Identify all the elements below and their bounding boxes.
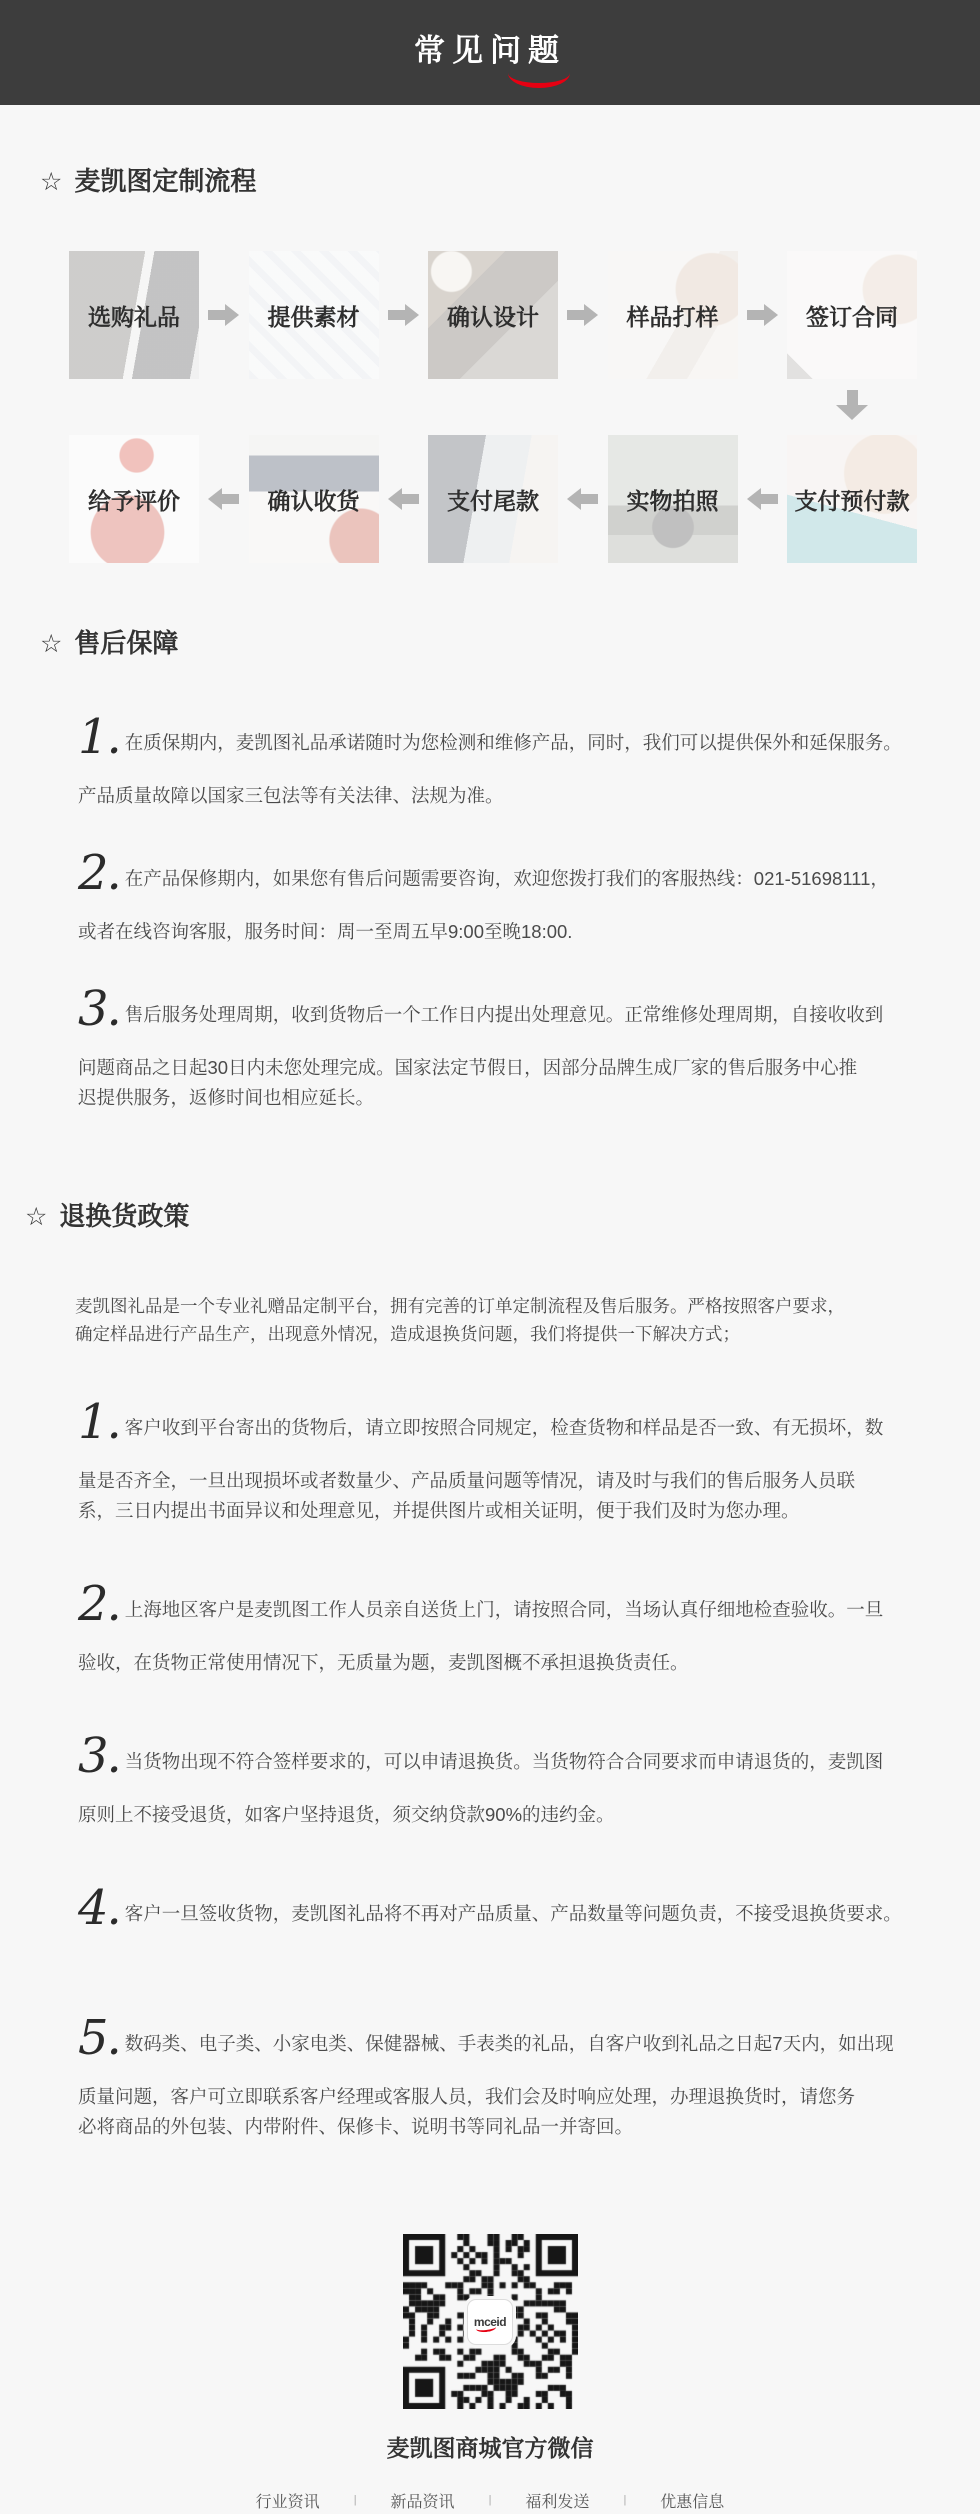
brand-wordmark: mceid	[473, 2314, 507, 2329]
item-text: 售后服务处理周期，收到货物后一个工作日内提出处理意见。正常维修处理周期，自接收收到	[124, 1004, 884, 1025]
item-line	[78, 1726, 940, 1792]
star-icon: ☆	[40, 168, 63, 196]
list-item	[78, 707, 940, 811]
arrow-left-icon	[208, 488, 239, 510]
process-step-pay-deposit	[787, 435, 917, 563]
item-number: 1.	[78, 1394, 120, 1450]
process-step-product-photo	[608, 435, 738, 563]
item-line: 或者在线咨询客服，服务时间：周一至周五早9:00至晚18:00.	[78, 921, 573, 942]
list-item	[78, 1392, 940, 1526]
footer-nav	[0, 2485, 980, 2514]
section-title-process	[40, 163, 980, 199]
process-row-2	[0, 435, 980, 563]
item-line	[78, 1574, 940, 1640]
footer-separator: |	[353, 2494, 357, 2506]
arrow-left-icon	[388, 488, 419, 510]
header-title-wrap	[414, 25, 566, 80]
arrow-right-icon	[567, 304, 598, 326]
footer-separator: |	[488, 2494, 492, 2506]
step-label: 选购礼品	[88, 303, 180, 330]
qr-code	[403, 2234, 578, 2409]
item-line: 产品质量故障以国家三包法等有关法律、法规为准。	[78, 785, 504, 806]
item-line	[78, 2008, 940, 2074]
list-item	[78, 2008, 940, 2142]
footer-link-benefits[interactable]: 福利发送	[525, 2493, 590, 2511]
item-number: 2.	[78, 845, 120, 901]
returns-list	[0, 1392, 980, 2142]
list-item	[78, 1878, 940, 1944]
item-line	[78, 1878, 940, 1944]
step-label: 样品打样	[626, 303, 719, 330]
step-label: 实物拍照	[626, 487, 719, 514]
returns-intro	[0, 1292, 980, 1348]
item-line: 系，三日内提出书面异议和处理意见，并提供图片或相关证明，便于我们及时为您办理。	[78, 1500, 800, 1521]
intro-line: 确定样品进行产品生产，出现意外情况，造成退换货问题，我们将提供一下解决方式；	[75, 1324, 740, 1344]
process-step-give-review	[69, 435, 199, 563]
star-icon: ☆	[25, 1203, 48, 1231]
list-item	[78, 1574, 940, 1678]
section-title-text: 售后保障	[74, 628, 179, 658]
arrow-down-icon	[836, 390, 868, 420]
section-title-returns	[25, 1198, 980, 1234]
list-item	[78, 1726, 940, 1830]
step-label: 确认设计	[447, 303, 539, 330]
item-text: 数码类、电子类、小家电类、保健器械、手表类的礼品，自客户收到礼品之日起7天内，如出现	[124, 2033, 894, 2054]
item-number: 3.	[78, 981, 120, 1037]
item-line: 验收，在货物正常使用情况下，无质量为题，麦凯图概不承担退换货责任。	[78, 1652, 689, 1673]
item-text: 在质保期内，麦凯图礼品承诺随时为您检测和维修产品，同时，我们可以提供保外和延保服务。	[124, 732, 902, 753]
process-connector	[0, 379, 980, 435]
footer-link-promotions[interactable]: 优惠信息	[660, 2493, 725, 2511]
item-text: 客户收到平台寄出的货物后，请立即按照合同规定，检查货物和样品是否一致、有无损坏，数	[124, 1417, 884, 1438]
process-step-sign-contract	[787, 251, 917, 379]
item-text: 客户一旦签收货物，麦凯图礼品将不再对产品质量、产品数量等问题负责，不接受退换货要求。	[124, 1903, 902, 1924]
item-number: 1.	[78, 709, 120, 765]
process-row-1	[0, 251, 980, 379]
item-number: 5.	[78, 2010, 120, 2066]
item-line: 必将商品的外包装、内带附件、保修卡、说明书等同礼品一并寄回。	[78, 2116, 634, 2137]
item-number: 4.	[78, 1880, 120, 1936]
intro-line: 麦凯图礼品是一个专业礼赠品定制平台，拥有完善的订单定制流程及售后服务。严格按照客户要求，	[75, 1296, 845, 1316]
section-title-text: 麦凯图定制流程	[74, 166, 257, 196]
star-icon: ☆	[40, 630, 63, 658]
step-label: 签订合同	[806, 303, 898, 330]
arrow-left-icon	[747, 488, 778, 510]
process-step-pay-balance	[428, 435, 558, 563]
step-label: 支付尾款	[447, 487, 539, 514]
qr-caption: 麦凯图商城官方微信	[386, 2435, 594, 2461]
step-label: 确认收货	[267, 487, 360, 514]
arrow-right-icon	[388, 304, 419, 326]
item-line: 原则上不接受退货，如客户坚持退货，须交纳贷款90%的违约金。	[78, 1804, 615, 1825]
item-number: 2.	[78, 1576, 120, 1632]
arrow-right-icon	[208, 304, 239, 326]
step-label: 提供素材	[267, 303, 360, 330]
item-line	[78, 843, 940, 909]
item-line: 迟提供服务，返修时间也相应延长。	[78, 1087, 375, 1108]
footer-link-industry-news[interactable]: 行业资讯	[255, 2493, 320, 2511]
section-title-aftersale	[40, 625, 980, 661]
aftersale-list	[0, 707, 980, 1113]
footer-separator: |	[623, 2494, 627, 2506]
item-line	[78, 979, 940, 1045]
item-text: 当货物出现不符合签样要求的，可以申请退换货。当货物符合合同要求而申请退货的，麦凯图	[124, 1751, 884, 1772]
item-text: 上海地区客户是麦凯图工作人员亲自送货上门，请按照合同，当场认真仔细地检查验收。一旦	[124, 1599, 884, 1620]
step-label: 给予评价	[88, 487, 180, 514]
item-text: 在产品保修期内，如果您有售后问题需要咨询，欢迎您拨打我们的客服热线：021-51698111，	[124, 868, 889, 889]
item-number: 3.	[78, 1728, 120, 1784]
arrow-right-icon	[747, 304, 778, 326]
section-title-text: 退换货政策	[59, 1201, 190, 1231]
item-line: 质量问题，客户可立即联系客户经理或客服人员，我们会及时响应处理，办理退换货时，请您务	[78, 2086, 856, 2107]
smile-swoosh-icon	[508, 73, 570, 88]
list-item	[78, 843, 940, 947]
step-label: 支付预付款	[794, 487, 910, 514]
item-line	[78, 707, 940, 773]
qr-logo	[467, 2299, 513, 2345]
item-line: 问题商品之日起30日内未您处理完成。国家法定节假日，因部分品牌生成厂家的售后服务中心推	[78, 1057, 858, 1078]
item-line	[78, 1392, 940, 1458]
process-step-confirm-receipt	[249, 435, 379, 563]
process-step-sample-proof	[608, 251, 738, 379]
process-step-provide-material	[249, 251, 379, 379]
page-title: 常见问题	[414, 33, 566, 68]
arrow-left-icon	[567, 488, 598, 510]
item-line: 量是否齐全，一旦出现损坏或者数量少、产品质量问题等情况，请及时与我们的售后服务人员联	[78, 1470, 856, 1491]
list-item	[78, 979, 940, 1113]
process-step-select-gift	[69, 251, 199, 379]
header-bar	[0, 0, 980, 105]
process-step-confirm-design	[428, 251, 558, 379]
footer-link-new-products[interactable]: 新品资讯	[390, 2493, 455, 2511]
